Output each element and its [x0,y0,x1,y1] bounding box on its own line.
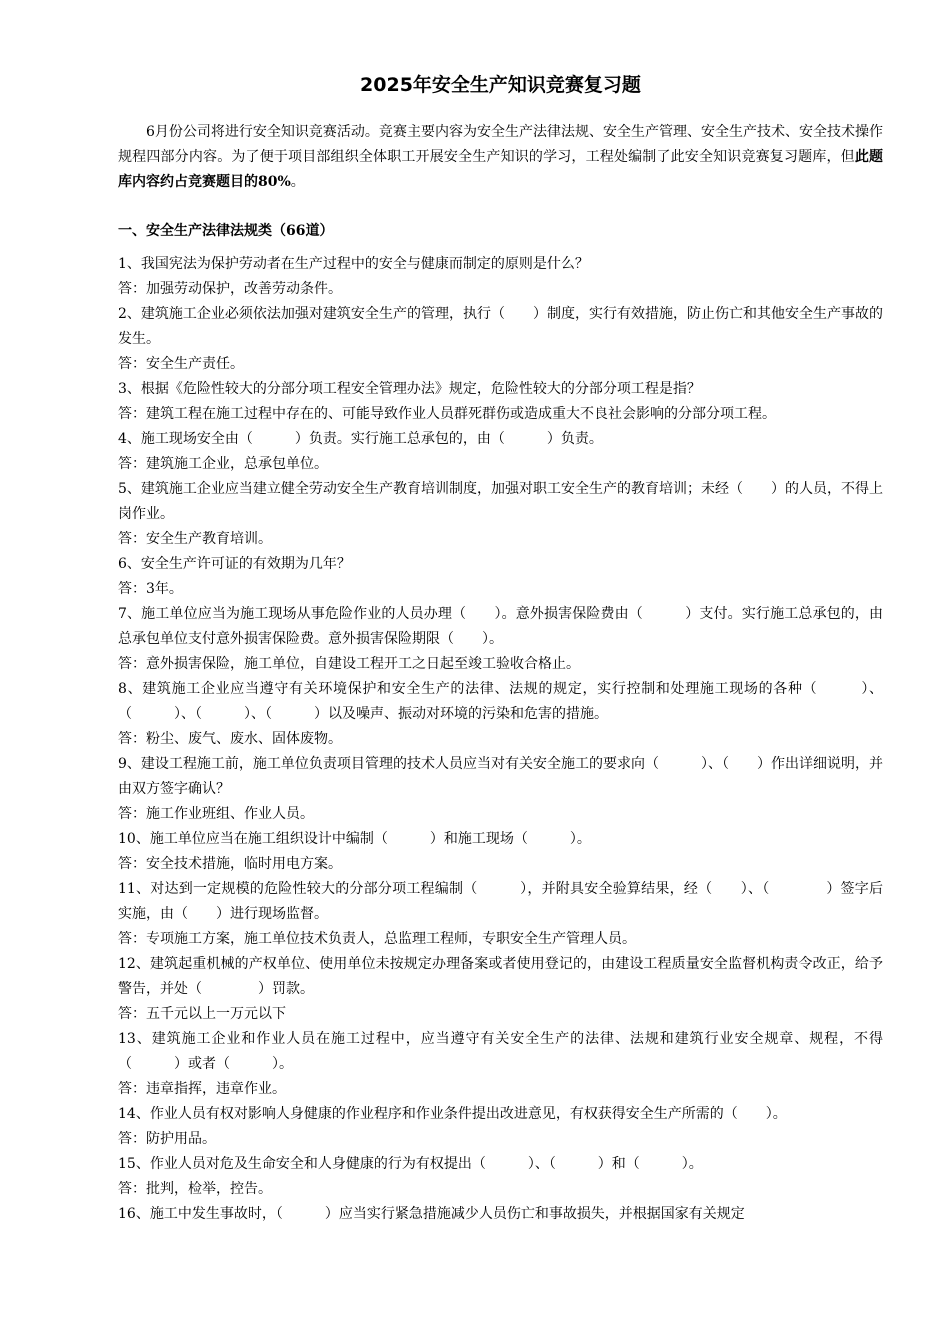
question-text: 2、建筑施工企业必须依法加强对建筑安全生产的管理，执行（ ）制度，实行有效措施，防止伤亡和其他安全生产事故的发生。 [118,306,883,347]
answer-text: 答：施工作业班组、作业人员。 [118,806,314,822]
page-title: 2025年安全生产知识竞赛复习题 [360,74,641,96]
question-text: 3、根据《危险性较大的分部分项工程安全管理办法》规定，危险性较大的分部分项工程是指？ [118,381,701,397]
question-text: 9、建设工程施工前，施工单位负责项目管理的技术人员应当对有关安全施工的要求向（ ）、（ ）作出详细说明，并由双方签字确认？ [118,756,883,797]
answer-text: 答：违章指挥，违章作业。 [118,1081,286,1097]
question-text: 7、施工单位应当为施工现场从事危险作业的人员办理（ ）。意外损害保险费由（ ）支付。实行施工总承包的，由总承包单位支付意外损害保险费。意外损害保险期限（ ）。 [118,606,883,647]
question-text: 13、建筑施工企业和作业人员在施工过程中，应当遵守有关安全生产的法律、法规和建筑行业安全规章、规程，不得（ ）或者（ ）。 [118,1031,883,1072]
question-text: 14、作业人员有权对影响人身健康的作业程序和作业条件提出改进意见，有权获得安全生产所需的（ ）。 [118,1106,787,1122]
intro-paragraph [118,120,883,195]
question-text: 8、建筑施工企业应当遵守有关环境保护和安全生产的法律、法规的规定，实行控制和处理施工现场的各种（ ）、（ ）、（ ）、（ ）以及噪声、振动对环境的污染和危害的措施。 [118,681,883,722]
answer-text: 答：粉尘、废气、废水、固体废物。 [118,731,342,747]
question-text: 12、建筑起重机械的产权单位、使用单位未按规定办理备案或者使用登记的，由建设工程质量安全监督机构责令改正，给予警告，并处（ ）罚款。 [118,956,883,997]
answer-text: 答：3年。 [118,581,183,597]
question-text: 11、对达到一定规模的危险性较大的分部分项工程编制（ ），并附具安全验算结果，经（ ）、（ ）签字后实施，由（ ）进行现场监督。 [118,881,883,922]
question-text: 6、安全生产许可证的有效期为几年？ [118,556,351,572]
answer-text: 答：加强劳动保护，改善劳动条件。 [118,281,342,297]
question-text: 5、建筑施工企业应当建立健全劳动安全生产教育培训制度，加强对职工安全生产的教育培训；未经（ ）的人员，不得上岗作业。 [118,481,883,522]
intro-text: 6月份公司将进行安全知识竞赛活动。竞赛主要内容为安全生产法律法规、安全生产管理、安全生产技术、安全技术操作规程四部分内容。为了便于项目部组织全体职工开展安全生产知识的学习，工程处编制了此安全知识竞赛复习题库，但 [118,124,883,165]
answer-text: 答：防护用品。 [118,1131,216,1147]
qa-list [118,252,883,1227]
answer-text: 答：专项施工方案，施工单位技术负责人，总监理工程师，专职安全生产管理人员。 [118,931,636,947]
question-text: 16、施工中发生事故时，（ ）应当实行紧急措施减少人员伤亡和事故损失，并根据国家有关规定 [118,1206,745,1222]
answer-text: 答：安全生产教育培训。 [118,531,272,547]
question-text: 15、作业人员对危及生命安全和人身健康的行为有权提出（ ）、（ ）和（ ）。 [118,1156,703,1172]
question-text: 10、施工单位应当在施工组织设计中编制（ ）和施工现场（ ）。 [118,831,591,847]
document-page [118,72,883,1227]
intro-bold-text: 此题库内容约占竞赛题目的80% [118,149,883,190]
question-text: 1、我国宪法为保护劳动者在生产过程中的安全与健康而制定的原则是什么？ [118,256,589,272]
question-text: 4、施工现场安全由（ ）负责。实行施工总承包的，由（ ）负责。 [118,431,603,447]
answer-text: 答：安全技术措施，临时用电方案。 [118,856,342,872]
answer-text: 答：建筑施工企业，总承包单位。 [118,456,328,472]
answer-text: 答：意外损害保险，施工单位，自建设工程开工之日起至竣工验收合格止。 [118,656,580,672]
answer-text: 答：建筑工程在施工过程中存在的、可能导致作业人员群死群伤或造成重大不良社会影响的分部分项工程。 [118,406,776,422]
answer-text: 答：五千元以上一万元以下 [118,1006,286,1022]
answer-text: 答：安全生产责任。 [118,356,244,372]
section-heading: 一、安全生产法律法规类（66道） [118,223,334,239]
answer-text: 答：批判，检举，控告。 [118,1181,272,1197]
intro-end: 。 [290,174,305,190]
